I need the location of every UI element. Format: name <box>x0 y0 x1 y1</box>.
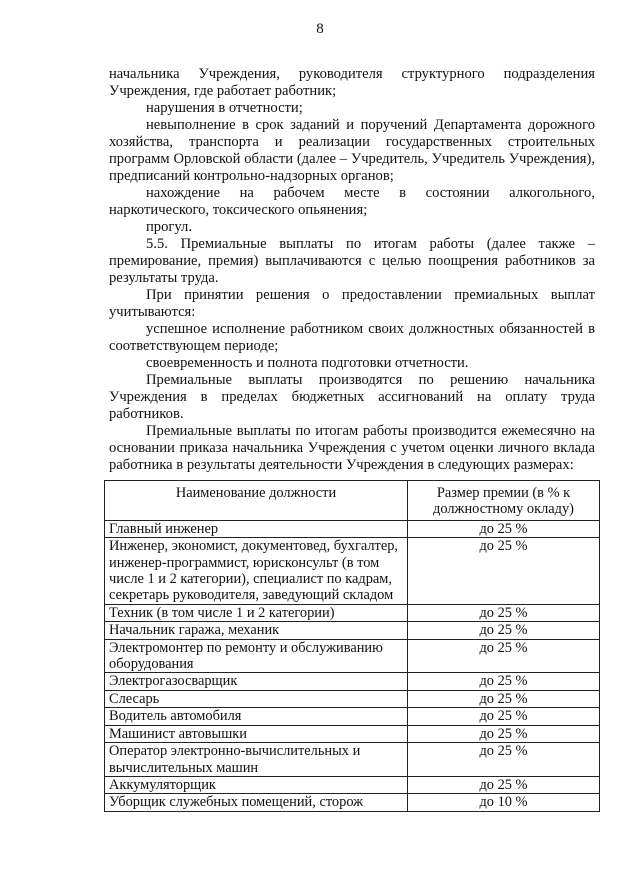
bonus-cell: до 25 % <box>408 690 600 707</box>
table-row <box>105 538 600 605</box>
paragraph: прогул. <box>146 219 192 235</box>
column-header-bonus: Размер премии (в % к должностному окладу) <box>408 481 600 521</box>
table-row <box>105 776 600 793</box>
paragraph: начальника Учреждения, руководителя структурного подразделения Учреждения, где работает работник; <box>109 66 595 99</box>
position-cell: Техник (в том числе 1 и 2 категории) <box>105 604 408 621</box>
table-row <box>105 622 600 639</box>
body-text <box>109 66 595 474</box>
bonus-cell: до 25 % <box>408 639 600 673</box>
table-row <box>105 725 600 742</box>
table-row <box>105 673 600 690</box>
bonus-table <box>104 480 600 812</box>
page-number: 8 <box>316 21 324 37</box>
position-cell: Водитель автомобиля <box>105 708 408 725</box>
position-cell: Электромонтер по ремонту и обслуживанию оборудования <box>105 639 408 673</box>
bonus-cell: до 25 % <box>408 725 600 742</box>
bonus-cell: до 25 % <box>408 743 600 777</box>
table-row <box>105 639 600 673</box>
table-row <box>105 743 600 777</box>
position-cell: Инженер, экономист, документовед, бухгалтер, инженер-программист, юрисконсульт (в том числе 1 и 2 категории), специалист по кадрам, секретарь руководителя, заведующий складом <box>105 538 408 605</box>
bonus-cell: до 25 % <box>408 622 600 639</box>
bonus-cell: до 25 % <box>408 776 600 793</box>
position-cell: Электрогазосварщик <box>105 673 408 690</box>
bonus-cell: до 25 % <box>408 673 600 690</box>
position-cell: Уборщик служебных помещений, сторож <box>105 794 408 811</box>
paragraph: невыполнение в срок заданий и поручений Департамента дорожного хозяйства, транспорта и реализации государственных строительных программ Орловской области (далее – Учредитель, Учредитель Учреждения), предписаний контрольно-надзорных органов; <box>109 117 595 184</box>
position-cell: Слесарь <box>105 690 408 707</box>
table-row <box>105 520 600 537</box>
table-row <box>105 708 600 725</box>
table-row <box>105 604 600 621</box>
column-header-position: Наименование должности <box>105 481 408 521</box>
position-cell: Начальник гаража, механик <box>105 622 408 639</box>
paragraph: своевременность и полнота подготовки отчетности. <box>146 355 469 371</box>
table-row <box>105 794 600 811</box>
paragraph: 5.5. Премиальные выплаты по итогам работы (далее также – премирование, премия) выплачиваются с целью поощрения работников за результаты труда. <box>109 236 595 286</box>
position-cell: Машинист автовышки <box>105 725 408 742</box>
paragraph: Премиальные выплаты производятся по решению начальника Учреждения в пределах бюджетных ассигнований на оплату труда работников. <box>109 372 595 422</box>
bonus-cell: до 25 % <box>408 538 600 605</box>
bonus-cell: до 25 % <box>408 604 600 621</box>
bonus-cell: до 10 % <box>408 794 600 811</box>
paragraph: нарушения в отчетности; <box>146 100 303 116</box>
paragraph: успешное исполнение работником своих должностных обязанностей в соответствующем периоде; <box>109 321 595 354</box>
bonus-cell: до 25 % <box>408 520 600 537</box>
table-row <box>105 690 600 707</box>
position-cell: Аккумуляторщик <box>105 776 408 793</box>
bonus-cell: до 25 % <box>408 708 600 725</box>
paragraph: При принятии решения о предоставлении премиальных выплат учитываются: <box>109 287 595 320</box>
position-cell: Оператор электронно-вычислительных и вычислительных машин <box>105 743 408 777</box>
paragraph: нахождение на рабочем месте в состоянии алкогольного, наркотического, токсического опьянения; <box>109 185 595 218</box>
table-header-row <box>105 481 600 521</box>
position-cell: Главный инженер <box>105 520 408 537</box>
paragraph: Премиальные выплаты по итогам работы производится ежемесячно на основании приказа начальника Учреждения с учетом оценки личного вклада работника в результаты деятельности Учреждения в следующих размерах: <box>109 423 595 473</box>
